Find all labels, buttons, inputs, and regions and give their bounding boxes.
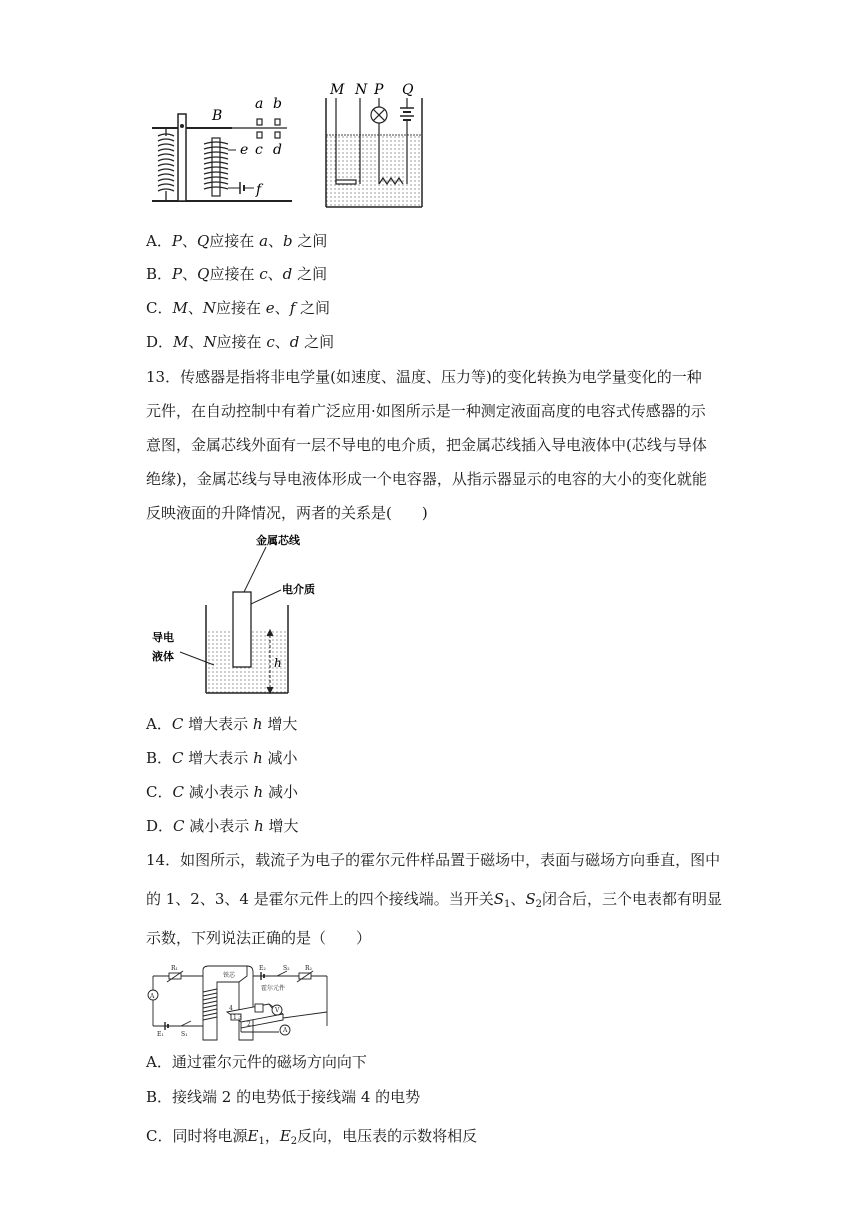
hall-circuit-figure — [143, 962, 333, 1050]
label-P: P — [374, 82, 384, 98]
spring — [158, 128, 174, 201]
q13-line-3: 意图，金属芯线外面有一层不导电的电介质，把金属芯线插入导电液体中(芯线与导体 — [146, 436, 707, 454]
q13-option-b[interactable]: B．C 增大表示 h 减小 — [146, 749, 298, 767]
q12-option-b[interactable]: B．P、Q应接在 c、d 之间 — [146, 265, 328, 283]
q13-line-5: 反映液面的升降情况，两者的关系是( ) — [146, 504, 428, 522]
capacitive-sensor-figure — [148, 535, 348, 705]
label-M: M — [330, 82, 345, 98]
label-iron-core: 铁芯 — [223, 972, 236, 979]
label-ammeter-2: A — [283, 1027, 288, 1034]
label-terminal-3: 3 — [238, 1014, 242, 1021]
water-tank-figure — [322, 80, 432, 210]
q14-option-c[interactable]: C．同时将电源$E_1$，$E_2$反向，电压表的示数将相反 — [146, 1127, 478, 1147]
q13-stem — [146, 367, 720, 537]
label-f: f — [256, 182, 262, 198]
q14-line-2: 的 1、2、3、4 是霍尔元件上的四个接线端。当开关$S_1$、$S_2$闭合后，三个电表都有明显 — [146, 890, 723, 910]
label-Q: Q — [402, 82, 414, 98]
q14-option-b[interactable]: B．接线端 2 的电势低于接线端 4 的电势 — [146, 1088, 421, 1106]
q14-line-1: 14．如图所示，载流子为电子的霍尔元件样品置于磁场中，表面与磁场方向垂直，图中 — [146, 851, 721, 869]
label-c: c — [255, 142, 263, 158]
q12-option-a[interactable]: A．P、Q应接在 a、b 之间 — [146, 232, 328, 250]
label-N: N — [355, 82, 368, 98]
q13-line-1: 13．传感器是指将非电学量(如速度、温度、压力等)的变化转换为电学量变化的一种 — [146, 368, 702, 386]
q12-option-c[interactable]: C．M、N应接在 e、f 之间 — [146, 299, 331, 317]
label-b: b — [273, 96, 282, 112]
q13-line-2: 元件，在自动控制中有着广泛应用·如图所示是一种测定液面高度的电容式传感器的示 — [146, 402, 706, 420]
label-E2: E₂ — [259, 965, 266, 972]
label-liquid-2: 液体 — [152, 650, 174, 663]
q13-option-d[interactable]: D．C 减小表示 h 增大 — [146, 817, 299, 835]
label-terminal-2: 2 — [247, 1021, 251, 1028]
label-h: h — [274, 656, 282, 670]
label-e: e — [240, 142, 249, 158]
label-metal-core: 金属芯线 — [256, 534, 300, 547]
label-S2: S₂ — [283, 965, 290, 972]
label-R2: R₂ — [305, 965, 312, 972]
label-dielectric: 电介质 — [282, 583, 315, 596]
label-voltmeter: V — [275, 1007, 280, 1014]
label-a: a — [255, 96, 264, 112]
label-hall-element: 霍尔元件 — [261, 985, 286, 992]
label-B: B — [212, 108, 223, 124]
q13-option-a[interactable]: A．C 增大表示 h 增大 — [146, 715, 298, 733]
label-ammeter-1: A — [150, 993, 155, 1000]
q13-line-4: 绝缘)，金属芯线与导电液体形成一个电容器，从指示器显示的电容的大小的变化就能 — [146, 470, 707, 488]
label-terminal-4: 4 — [229, 1005, 233, 1012]
label-R1: R₁ — [171, 965, 178, 972]
label-E1: E₁ — [157, 1031, 164, 1038]
label-terminal-1: 1 — [233, 1014, 237, 1021]
q13-option-c[interactable]: C．C 减小表示 h 减小 — [146, 783, 299, 801]
label-liquid-1: 导电 — [152, 631, 174, 644]
q14-line-3: 示数，下列说法正确的是（ ） — [146, 929, 372, 947]
label-d: d — [273, 142, 282, 158]
q14-option-a[interactable]: A．通过霍尔元件的磁场方向向下 — [146, 1053, 367, 1071]
label-S1: S₁ — [181, 1031, 188, 1038]
relay-figure — [152, 88, 302, 213]
q12-option-d[interactable]: D．M、N应接在 c、d 之间 — [146, 333, 335, 351]
